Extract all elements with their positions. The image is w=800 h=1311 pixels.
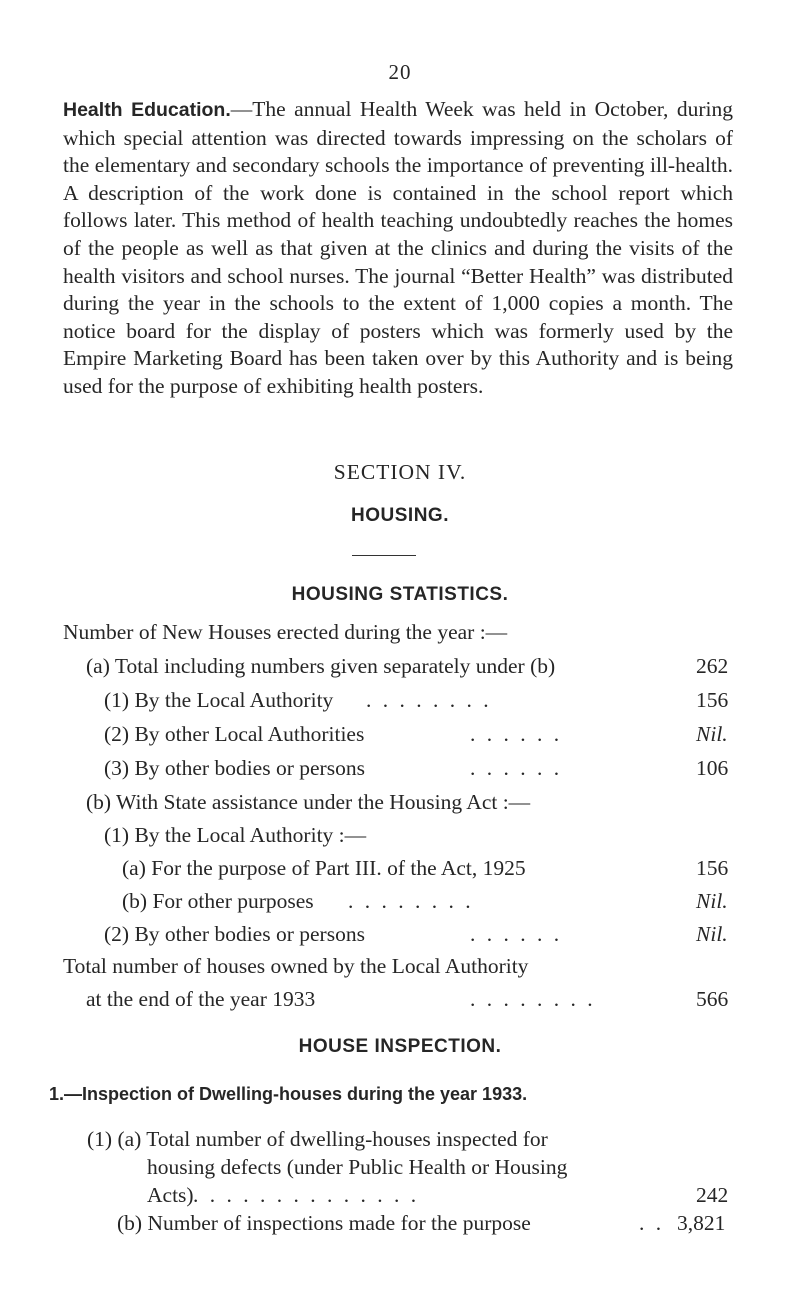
row-value: 262 — [696, 654, 729, 678]
row-value: 3,821 — [677, 1211, 726, 1235]
row-label: at the end of the year 1933 — [86, 987, 316, 1011]
inspection-heading: 1.—Inspection of Dwelling-houses during the year 1933. — [49, 1084, 528, 1104]
row-value: 156 — [696, 688, 729, 712]
stats-total-line2 — [86, 987, 729, 1012]
housing-title: HOUSING. — [351, 505, 449, 526]
inspection-item-1a-line1: (1) (a) Total number of dwelling-houses inspected for — [87, 1127, 548, 1151]
health-education-paragraph — [63, 96, 733, 401]
leader-dots: . . . . . . . . — [348, 889, 474, 913]
stats-b1-heading: (1) By the Local Authority :— — [104, 823, 367, 847]
stats-row-b1b — [122, 889, 728, 914]
leader-dots: . . . . . . . . — [470, 987, 596, 1011]
leader-dots: . . . . . . . . . . . . . . — [193, 1183, 420, 1207]
divider — [352, 555, 416, 556]
health-education-heading: Health Education. — [63, 99, 231, 121]
leader-dots: . . . . . . — [470, 722, 563, 746]
housing-statistics-title: HOUSING STATISTICS. — [291, 584, 509, 605]
row-value: 106 — [696, 756, 729, 780]
stats-row-b2 — [104, 922, 728, 947]
leader-dots: . . . . . . — [470, 922, 563, 946]
row-label: (1) By the Local Authority — [104, 688, 334, 712]
row-label: (b) Number of inspections made for the purpose — [117, 1211, 531, 1235]
section-title: SECTION IV. — [333, 460, 467, 484]
row-value: Nil. — [696, 889, 728, 913]
row-value: Nil. — [696, 722, 728, 746]
stats-row-a3 — [104, 756, 729, 781]
stats-total-line1: Total number of houses owned by the Local Authority — [63, 954, 529, 978]
leader-dots: . . — [639, 1211, 665, 1235]
inspection-item-1a-line3 — [147, 1183, 729, 1208]
inspection-item-1b — [117, 1211, 726, 1236]
row-label: (2) By other bodies or persons — [104, 922, 365, 946]
stats-intro: Number of New Houses erected during the year :— — [63, 620, 508, 644]
leader-dots: . . . . . . — [470, 756, 563, 780]
row-label: Acts) — [147, 1183, 194, 1207]
house-inspection-title: HOUSE INSPECTION. — [298, 1036, 502, 1057]
row-label: (a) For the purpose of Part III. of the Act, 1925 — [122, 856, 526, 880]
stats-row-a1 — [104, 688, 729, 713]
row-value: Nil. — [696, 922, 728, 946]
health-education-body: —The annual Health Week was held in October, during which special attention was directed towards impressing on the scholars of the elementary and secondary schools the importance of preventing ill-health. A description of the work done is contained in the school report which follows later. This method of health teaching undoubtedly reaches the homes of the people as well as that given at the clinics and during the visits of the health visitors and school nurses. The journal “Better Health” was distributed during the year in the schools to the extent of 1,000 copies a month. The notice board for the display of posters which was formerly used by the Empire Marketing Board has been taken over by this Authority and is being used for the purpose of exhibiting health posters. — [63, 97, 733, 398]
row-label: (a) Total including numbers given separately under (b) — [86, 654, 556, 678]
inspection-item-1a-line2: housing defects (under Public Health or Housing — [147, 1155, 568, 1179]
row-label: (3) By other bodies or persons — [104, 756, 365, 780]
row-value: 242 — [696, 1183, 729, 1207]
stats-row-a2 — [104, 722, 728, 747]
row-label: (b) For other purposes — [122, 889, 314, 913]
row-value: 566 — [696, 987, 729, 1011]
stats-row-b1a — [122, 856, 729, 881]
stats-row-a-total — [86, 654, 729, 679]
row-value: 156 — [696, 856, 729, 880]
page-number: 20 — [388, 60, 412, 84]
stats-b-heading: (b) With State assistance under the Housing Act :— — [86, 790, 531, 814]
row-label: (2) By other Local Authorities — [104, 722, 365, 746]
leader-dots: . . . . . . . . — [366, 688, 492, 712]
